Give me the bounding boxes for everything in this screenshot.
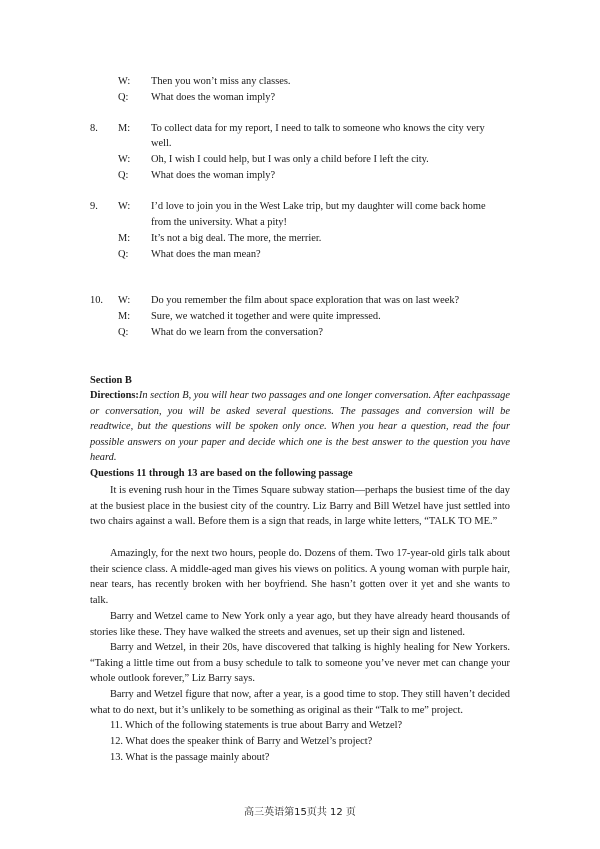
- speaker-label: W:: [118, 295, 131, 306]
- passage-paragraph: Barry and Wetzel figure that now, after a year, is a good time to stop. They still haven’t decided what to do next, but it’s unlikely to be something as original as their “Talk to me” project.: [90, 689, 510, 716]
- speaker-label: M:: [118, 233, 131, 244]
- speaker-label: Q:: [118, 92, 129, 103]
- directions-label: Directions:: [90, 390, 139, 401]
- page-footer: 高三英语第15页共 12 页: [244, 807, 356, 818]
- passage-paragraph: Amazingly, for the next two hours, people do. Dozens of them. Two 17-year-old girls talk about their science class. A middle-aged man gives his views on politics. A young woman with purple hair, near tears, has recently broken with her boyfriend. She hasn’t gotten over it yet and she wants to talk.: [90, 548, 510, 606]
- speaker-label: Q:: [118, 170, 129, 181]
- question-item: 11. Which of the following statements is true about Barry and Wetzel?: [110, 720, 403, 731]
- speaker-label: Q:: [118, 249, 129, 260]
- dialogue-line-continued: from the university. What a pity!: [151, 217, 287, 228]
- dialogue-line: It’s not a big deal. The more, the merrier.: [151, 233, 322, 244]
- dialogue-line: I’d love to join you in the West Lake trip, but my daughter will come back home: [151, 201, 486, 212]
- passage-heading: Questions 11 through 13 are based on the following passage: [90, 468, 353, 479]
- dialogue-line: Then you won’t miss any classes.: [151, 76, 291, 87]
- directions-text: In section B, you will hear two passages and one longer conversation. After eachpassage or conversation, you will be asked several questions. The passages and conversion will be readtwice, but the questions will be spoken only once. When you hear a question, read the four possible answers on your paper and decide which one is the best answer to the question you have heard.: [90, 390, 510, 464]
- passage-paragraph: Barry and Wetzel, in their 20s, have discovered that talking is highly healing for New Yorkers. “Taking a little time out from a busy schedule to talk to someone you’ve never met can change your whole outlook forever,” Liz Barry says.: [90, 642, 510, 685]
- dialogue-line: What does the woman imply?: [151, 170, 276, 181]
- speaker-label: Q:: [118, 327, 129, 338]
- speaker-label: W:: [118, 76, 131, 87]
- directions-block: [90, 388, 510, 466]
- speaker-label: M:: [118, 311, 131, 322]
- dialogue-line: What does the woman imply?: [151, 92, 276, 103]
- question-number: 10.: [90, 295, 103, 306]
- dialogue-line: What do we learn from the conversation?: [151, 327, 323, 338]
- dialogue-line: To collect data for my report, I need to talk to someone who knows the city very: [151, 123, 485, 134]
- question-item: 12. What does the speaker think of Barry and Wetzel’s project?: [110, 736, 373, 747]
- question-item: 13. What is the passage mainly about?: [110, 752, 270, 763]
- speaker-label: W:: [118, 201, 131, 212]
- question-number: 9.: [90, 201, 98, 212]
- dialogue-line: Oh, I wish I could help, but I was only a child before I left the city.: [151, 154, 429, 165]
- passage-paragraph: It is evening rush hour in the Times Square subway station—perhaps the busiest time of the day at the busiest place in the busiest city of the country. Liz Barry and Bill Wetzel have just settled into two chairs against a wall. Before them is a sign that reads, in large white letters, “TALK TO ME.”: [90, 485, 510, 528]
- dialogue-line: Do you remember the film about space exploration that was on last week?: [151, 295, 460, 306]
- dialogue-line: What does the man mean?: [151, 249, 261, 260]
- section-title: Section B: [90, 375, 132, 386]
- passage-paragraph: Barry and Wetzel came to New York only a year ago, but they have already heard thousands of stories like these. They have walked the streets and avenues, set up their sign and listened.: [90, 611, 510, 638]
- question-number: 8.: [90, 123, 98, 134]
- dialogue-line-continued: well.: [151, 138, 172, 149]
- speaker-label: M:: [118, 123, 131, 134]
- dialogue-line: Sure, we watched it together and were quite impressed.: [151, 311, 381, 322]
- speaker-label: W:: [118, 154, 131, 165]
